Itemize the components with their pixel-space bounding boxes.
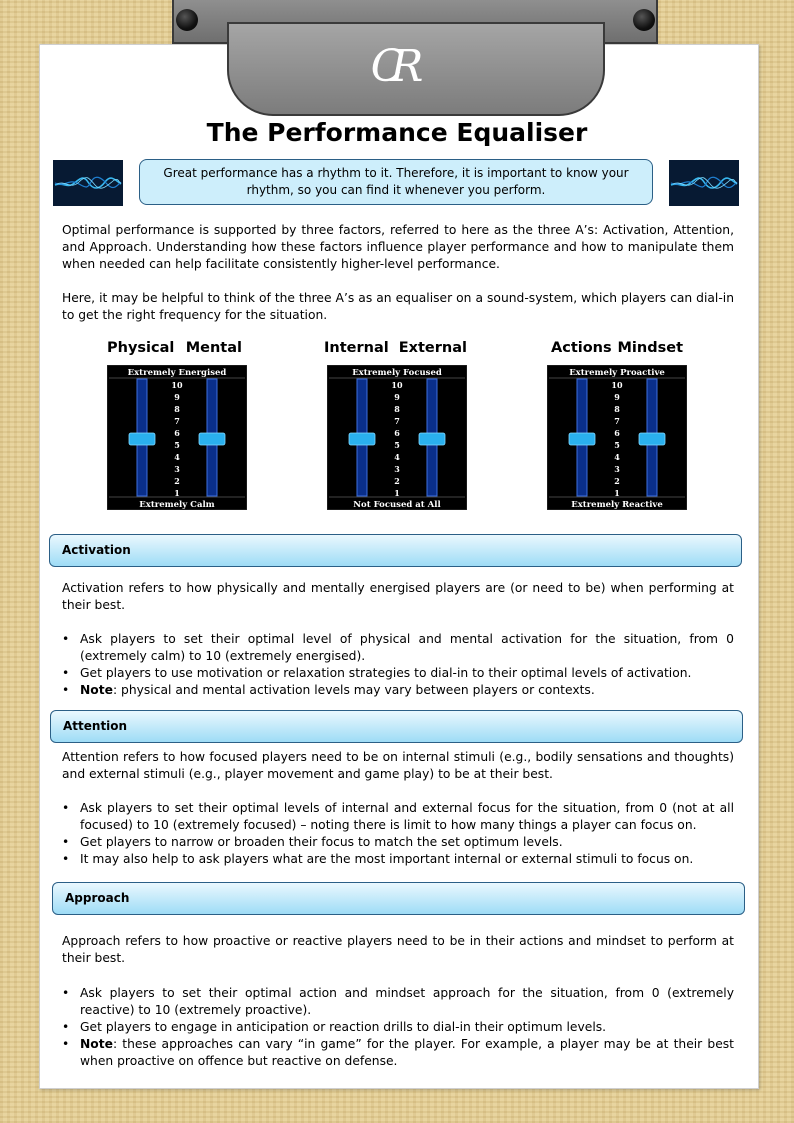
intro-callout: Great performance has a rhythm to it. Therefore, it is important to know your rhythm, so you can find it whenever you perform. [139,159,653,205]
section-header-approach: Approach [52,882,745,915]
slider-handle [349,433,375,445]
equaliser-labels [324,340,467,356]
equaliser-bottom-label: Extremely Reactive [571,500,663,510]
section-header-activation: Activation [49,534,742,567]
cr-logo: CR [370,41,410,92]
note-text: : these approaches can vary “in game” for the player. For example, a player may be at their best when proactive on offence but reactive on defense. [80,1037,734,1068]
scale-tick-label: 2 [394,476,400,486]
approach-body: Approach refers to how proactive or reactive players need to be in their actions and mindset to perform at their best. [62,934,734,965]
scale-tick-label: 2 [614,476,620,486]
section-header-attention: Attention [50,710,743,743]
scale-tick-label: 1 [174,488,180,498]
list-item: • Get players to engage in anticipation or reaction drills to dial-in their optimum levels. [62,1019,734,1036]
equaliser-right-label: Mindset [617,340,683,356]
note-text: : physical and mental activation levels may vary between players or contexts. [112,683,595,697]
equaliser-paragraph: Here, it may be helpful to think of the three A’s as an equaliser on a sound-system, which players can dial-in to get the right frequency for the situation. [62,291,734,322]
scale-tick-label: 3 [174,464,180,474]
slider-handle [199,433,225,445]
scale-tick-label: 6 [614,428,620,438]
scale-tick-label: 7 [394,416,400,426]
scale-tick-label: 4 [394,452,400,462]
equaliser-left-label: Internal [324,340,389,356]
note-label: Note [80,1037,113,1051]
equaliser-labels [551,340,683,356]
scale-tick-label: 1 [614,488,620,498]
scale-tick-label: 4 [174,452,180,462]
intro-paragraph: Optimal performance is supported by three factors, referred to here as the three A’s: Activation, Attention, and Approach. Understanding how these factors influence player performance and how to manipulate them when needed can help facilitate consistently higher-level performance. [62,223,734,271]
page-title: The Performance Equaliser [206,118,588,147]
list-item: • Get players to use motivation or relaxation strategies to dial-in to their optimal levels of activation. [62,665,734,682]
activation-list [62,631,734,699]
equaliser-right-label: Mental [185,340,242,356]
list-item [62,682,734,699]
list-item: • It may also help to ask players what are the most important internal or external stimuli to focus on. [62,851,734,868]
scale-tick-label: 7 [174,416,180,426]
equaliser-bottom-label: Extremely Calm [139,500,215,510]
equaliser-left-label: Physical [107,340,175,356]
scale-tick-label: 6 [394,428,400,438]
attention-list [62,800,734,868]
scale-tick-label: 5 [614,440,620,450]
scale-tick-label: 10 [611,380,623,390]
scale-tick-label: 9 [614,392,620,402]
scale-tick-label: 2 [174,476,180,486]
scale-tick-label: 7 [614,416,620,426]
list-item: • Ask players to set their optimal action and mindset approach for the situation, from 0 (extremely reactive) to 10 (extremely proactive). [62,985,734,1019]
scale-tick-label: 5 [394,440,400,450]
scale-tick-label: 8 [394,404,400,414]
equaliser-internal-external [327,365,467,510]
equaliser-bottom-label: Not Focused at All [353,500,441,510]
equaliser-top-label: Extremely Proactive [569,368,665,378]
slider-handle [419,433,445,445]
scale-tick-label: 9 [174,392,180,402]
sound-wave-icon [53,160,123,206]
list-item [62,1036,734,1070]
equaliser-top-label: Extremely Energised [127,368,227,378]
scale-tick-label: 10 [391,380,403,390]
equaliser-left-label: Actions [551,340,612,356]
equaliser-right-label: External [398,340,467,356]
equaliser-top-label: Extremely Focused [352,368,442,378]
scale-tick-label: 8 [174,404,180,414]
scale-tick-label: 3 [614,464,620,474]
slider-handle [569,433,595,445]
scale-tick-label: 6 [174,428,180,438]
scale-tick-label: 5 [174,440,180,450]
screw-left [176,9,198,31]
equaliser-labels [107,340,242,356]
sound-wave-icon [669,160,739,206]
list-item: • Get players to narrow or broaden their focus to match the set optimum levels. [62,834,734,851]
scale-tick-label: 9 [394,392,400,402]
list-item: • Ask players to set their optimal levels of internal and external focus for the situation, from 0 (not at all focused) to 10 (extremely focused) – noting there is limit to how many things a player can focus on. [62,800,734,834]
scale-tick-label: 3 [394,464,400,474]
scale-tick-label: 4 [614,452,620,462]
activation-body: Activation refers to how physically and mentally energised players are (or need to be) when performing at their best. [62,581,734,612]
attention-body: Attention refers to how focused players need to be on internal stimuli (e.g., bodily sensations and thoughts) and external stimuli (e.g., player movement and game play) to be at their best. [62,750,734,781]
screw-right [633,9,655,31]
equaliser-actions-mindset [547,365,687,510]
slider-handle [639,433,665,445]
scale-tick-label: 10 [171,380,183,390]
slider-handle [129,433,155,445]
list-item: • Ask players to set their optimal level of physical and mental activation for the situation, from 0 (extremely calm) to 10 (extremely energised). [62,631,734,665]
note-label: Note [80,683,113,697]
scale-tick-label: 8 [614,404,620,414]
scale-tick-label: 1 [394,488,400,498]
approach-list [62,985,734,1070]
equaliser-physical-mental [107,365,247,510]
